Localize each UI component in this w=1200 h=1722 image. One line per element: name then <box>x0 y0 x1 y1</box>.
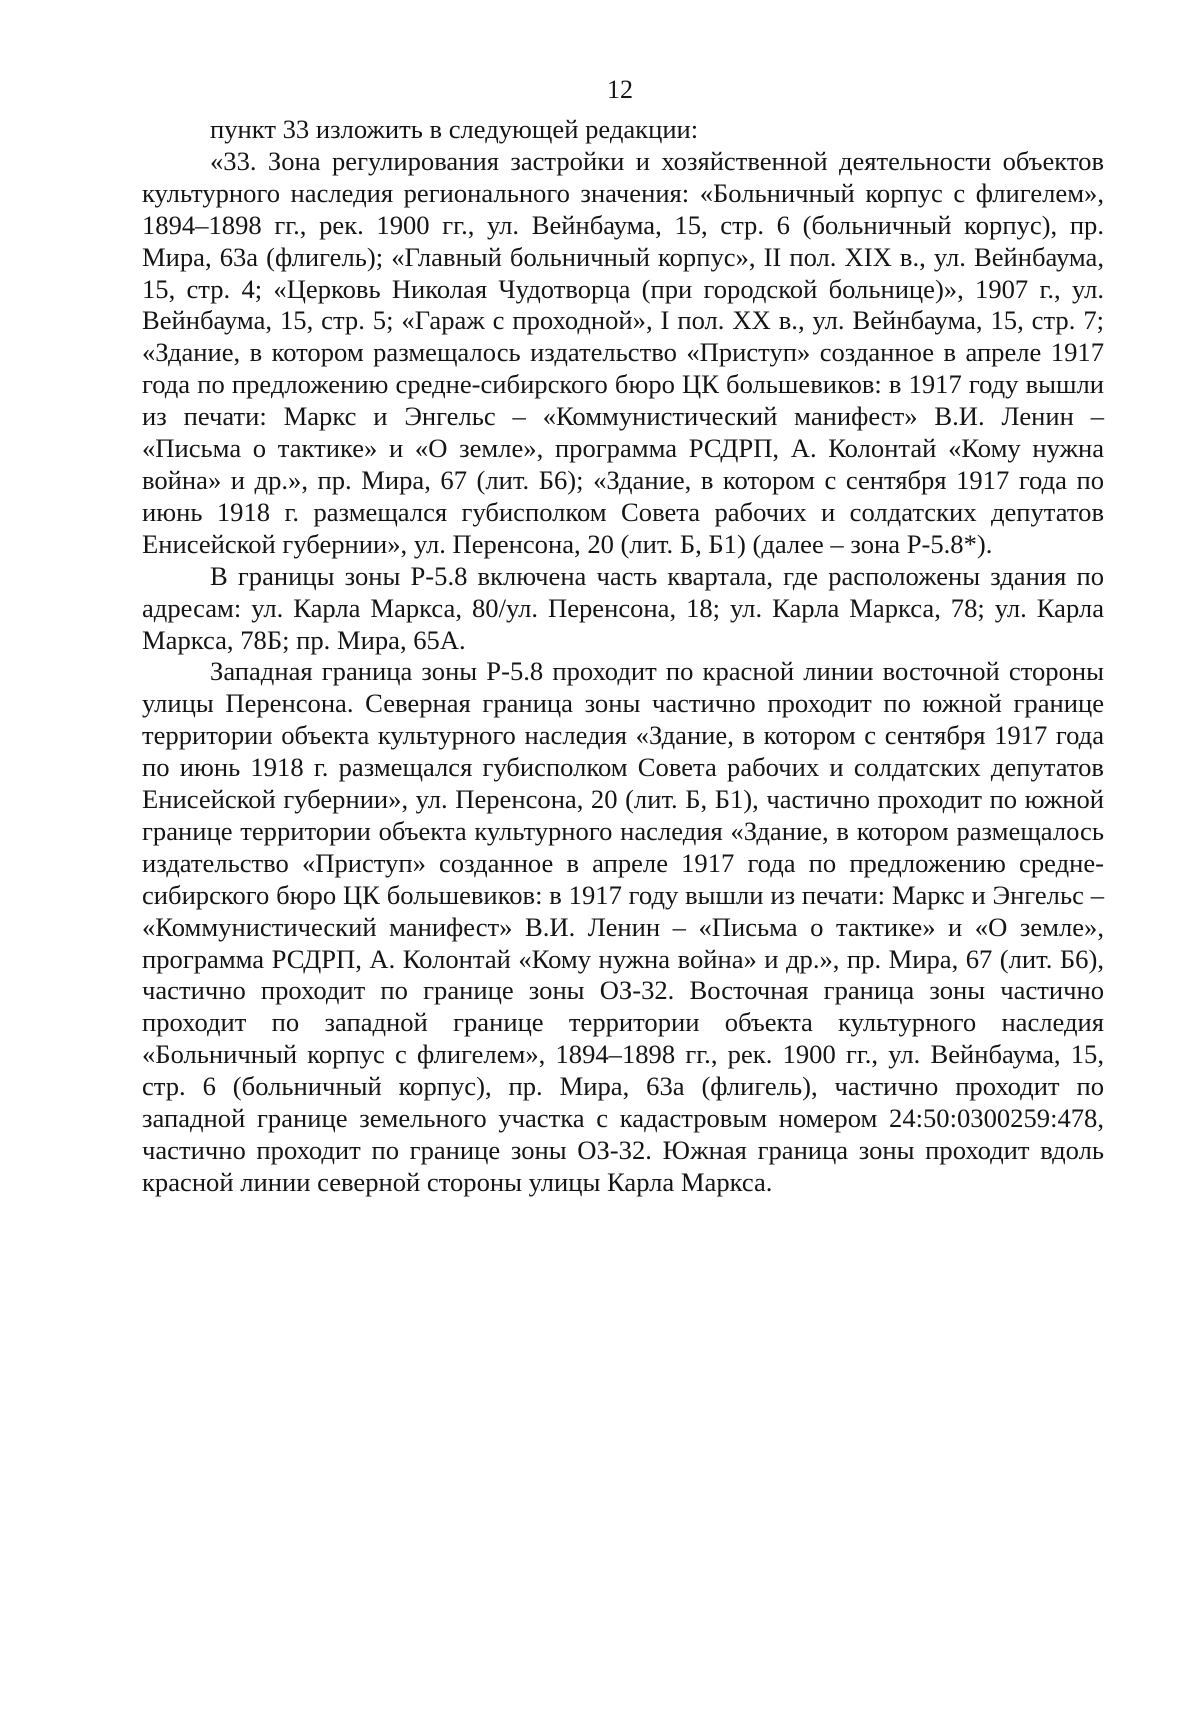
zone-definition-paragraph: «33. Зона регулирования застройки и хозяйственной деятельности объектов культурного наследия регионального значения: «Больничный корпус с флигелем», 1894–1898 гг., рек. 1900 гг., ул. Вейнбаума, 15, стр. 6 (больничный корпус), пр. Мира, 63а (флигель); «Главный больничный корпус», II пол. XIX в., ул. Вейнбаума, 15, стр. 4; «Церковь Николая Чудотворца (при городской больнице)», 1907 г., ул. Вейнбаума, 15, стр. 5; «Гараж с проходной», I пол. XX в., ул. Вейнбаума, 15, стр. 7; «Здание, в котором размещалось издательство «Приступ» созданное в апреле 1917 года по предложению средне-сибирского бюро ЦК большевиков: в 1917 году вышли из печати: Маркс и Энгельс – «Коммунистический манифест» В.И. Ленин – «Письма о тактике» и «О земле», программа РСДРП, А. Колонтай «Кому нужна война» и др.», пр. Мира, 67 (лит. Б6); «Здание, в котором с сентября 1917 года по июнь 1918 г. размещался губисполком Совета рабочих и солдатских депутатов Енисейской губернии», ул. Перенсона, 20 (лит. Б, Б1) (далее – зона Р-5.8*). <box>142 145 1104 559</box>
amendment-intro-paragraph: пункт 33 изложить в следующей редакции: <box>210 114 699 144</box>
zone-boundaries-paragraph: Западная граница зоны Р-5.8 проходит по красной линии восточной стороны улицы Перенсона. Северная граница зоны частично проходит по южной границе территории объекта культурного наследия «Здание, в котором с сентября 1917 года по июнь 1918 г. размещался губисполком Совета рабочих и солдатских депутатов Енисейской губернии», ул. Перенсона, 20 (лит. Б, Б1), частично проходит по южной границе территории объекта культурного наследия «Здание, в котором размещалось издательство «Приступ» созданное в апреле 1917 года по предложению средне-сибирского бюро ЦК большевиков: в 1917 году вышли из печати: Маркс и Энгельс – «Коммунистический манифест» В.И. Ленин – «Письма о тактике» и «О земле», программа РСДРП, А. Колонтай «Кому нужна война» и др.», пр. Мира, 67 (лит. Б6), частично проходит по границе зоны ОЗ-32. Восточная граница зоны частично проходит по западной границе территории объекта культурного наследия «Больничный корпус с флигелем», 1894–1898 гг., рек. 1900 гг., ул. Вейнбаума, 15, стр. 6 (больничный корпус), пр. Мира, 63а (флигель), частично проходит по западной границе земельного участка с кадастровым номером 24:50:0300259:478, частично проходит по границе зоны ОЗ-32. Южная граница зоны проходит вдоль красной линии северной стороны улицы Карла Маркса. <box>142 656 1104 1197</box>
document-body <box>142 114 1104 1199</box>
zone-buildings-paragraph: В границы зоны Р-5.8 включена часть квартала, где расположены здания по адресам: ул. Карла Маркса, 80/ул. Перенсона, 18; ул. Карла Маркса, 78; ул. Карла Маркса, 78Б; пр. Мира, 65А. <box>142 560 1104 655</box>
page-number: 12 <box>607 75 633 104</box>
